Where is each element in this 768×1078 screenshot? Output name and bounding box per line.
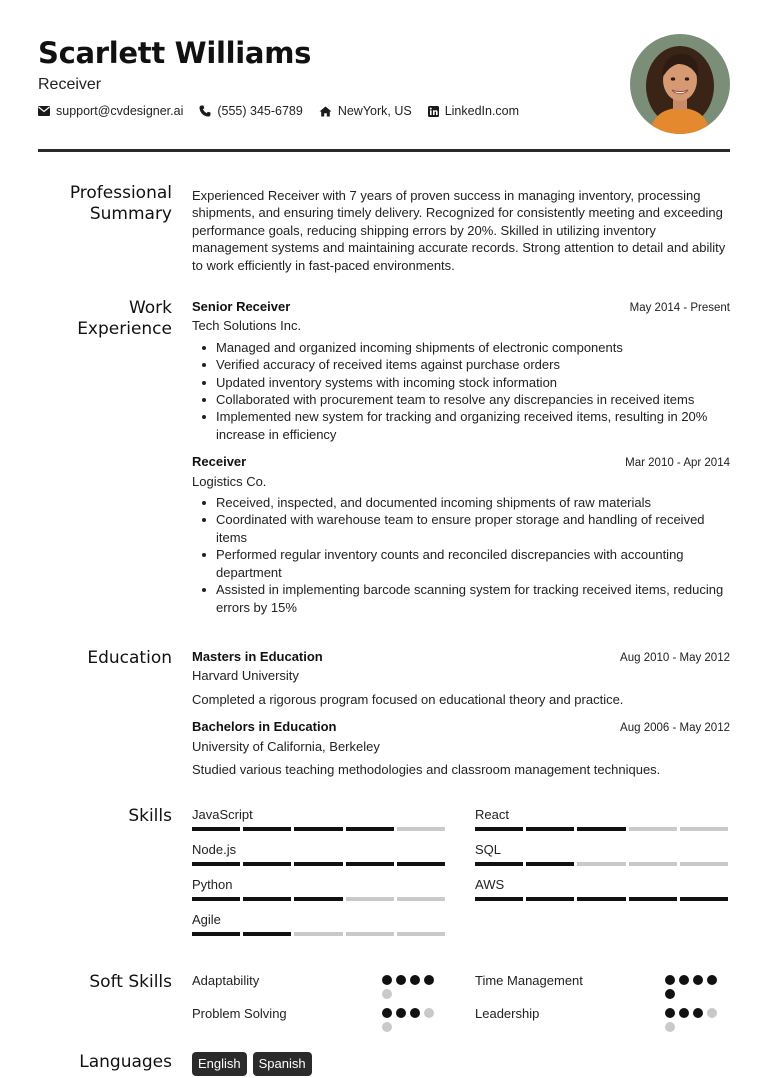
- soft-skill-name: Time Management: [475, 973, 583, 988]
- language-pills: [192, 1052, 730, 1076]
- skill-level-segment: [294, 862, 342, 866]
- summary-text: Experienced Receiver with 7 years of proven success in managing inventory, processing shipments, and ensuring timely delivery. Recognized for consistently meeting and exceeding performance goals, reducing shipping errors by 20%. Skilled in utilizing inventory management systems and maintaining accurate records. Strong attention to detail and ability to work efficiently in fast-paced environments.: [192, 188, 726, 273]
- contact-phone[interactable]: [199, 104, 302, 118]
- rating-dot: [424, 1008, 434, 1018]
- skill-name: Python: [192, 877, 233, 892]
- school-name: University of California, Berkeley: [192, 738, 380, 754]
- skill-level-segment: [243, 827, 291, 831]
- skill-name: Node.js: [192, 842, 237, 857]
- soft-skills-heading: Soft Skills: [89, 972, 172, 992]
- job-bullet: Managed and organized incoming shipments of electronic components: [192, 339, 730, 356]
- job-bullet: Implemented new system for tracking and organizing received items, resulting in 20% increase in efficiency: [192, 408, 730, 443]
- skill-level-segment: [346, 862, 394, 866]
- contact-linkedin[interactable]: [428, 104, 519, 118]
- job-bullet: Verified accuracy of received items against purchase orders: [192, 356, 730, 373]
- skill-level-segment: [397, 827, 445, 831]
- skill-level-segment: [294, 897, 342, 901]
- experience-list: [192, 298, 730, 616]
- summary-section: [38, 183, 730, 278]
- languages-heading: Languages: [79, 1052, 172, 1072]
- experience-heading-line1: Work: [128, 298, 172, 318]
- home-icon: [319, 106, 332, 117]
- experience-heading-line2: Experience: [77, 319, 172, 339]
- rating-dot: [665, 1022, 675, 1032]
- skill-level-segment: [680, 897, 728, 901]
- education-heading: Education: [87, 648, 172, 668]
- soft-skill-item: [475, 1005, 728, 1038]
- skill-name: SQL: [475, 842, 502, 857]
- job-bullet: Performed regular inventory counts and reconciled discrepancies with accounting department: [192, 546, 730, 581]
- skill-level-segment: [526, 897, 574, 901]
- education-header: [192, 718, 730, 737]
- skill-level-segment: [243, 932, 291, 936]
- skill-level-segment: [192, 827, 240, 831]
- phone-icon: [199, 105, 211, 117]
- envelope-icon: [38, 106, 50, 116]
- skill-level-segment: [346, 897, 394, 901]
- education-section: [38, 648, 730, 778]
- soft-skill-name: Adaptability: [192, 973, 260, 988]
- profile-photo: [630, 34, 730, 134]
- job-title: Receiver: [192, 454, 247, 470]
- skill-level-segment: [294, 827, 342, 831]
- skill-level-segment: [577, 862, 625, 866]
- job-bullets: [192, 339, 730, 443]
- experience-heading: [38, 298, 172, 340]
- rating-dot: [679, 975, 689, 985]
- soft-skill-item: [475, 972, 728, 1005]
- education-desc: Studied various teaching methodologies and classroom management techniques.: [192, 762, 661, 778]
- rating-dot: [410, 1008, 420, 1018]
- job-entry: [192, 298, 730, 443]
- skill-level-segment: [629, 897, 677, 901]
- skill-level-segment: [397, 897, 445, 901]
- job-entry: [192, 453, 730, 616]
- resume-header: [38, 36, 730, 151]
- skills-grid: [192, 806, 730, 936]
- rating-dot: [424, 975, 434, 985]
- contact-email[interactable]: [38, 104, 183, 118]
- skill-name: Agile: [192, 912, 221, 927]
- job-bullet: Updated inventory systems with incoming stock information: [192, 374, 730, 391]
- degree-title: Masters in Education: [192, 649, 323, 664]
- skill-level-bar: [475, 862, 728, 866]
- skill-level-segment: [577, 897, 625, 901]
- job-title: Senior Receiver: [192, 299, 291, 314]
- skill-level-bar: [192, 862, 445, 866]
- language-pill: English: [192, 1052, 247, 1076]
- summary-heading-line1: Professional: [69, 183, 172, 203]
- job-company: Logistics Co.: [192, 473, 267, 489]
- location-text: NewYork, US: [337, 104, 412, 118]
- skill-name: React: [475, 807, 509, 822]
- job-header: [192, 298, 730, 317]
- skills-heading: Skills: [128, 806, 172, 826]
- education-entry: [192, 718, 730, 778]
- skill-item: [475, 876, 728, 901]
- rating-dot: [693, 975, 703, 985]
- skill-level-segment: [680, 827, 728, 831]
- skill-level-segment: [397, 862, 445, 866]
- education-header: [192, 648, 730, 667]
- skill-level-segment: [629, 827, 677, 831]
- soft-skill-name: Problem Solving: [192, 1006, 287, 1021]
- email-text: support@cvdesigner.ai: [56, 104, 184, 118]
- skill-level-segment: [346, 827, 394, 831]
- languages-section: [38, 1052, 730, 1077]
- phone-text: (555) 345-6789: [217, 104, 303, 118]
- summary-heading-line2: Summary: [89, 204, 172, 224]
- linkedin-text: LinkedIn.com: [444, 104, 520, 118]
- rating-dot: [679, 1008, 689, 1018]
- skill-level-segment: [475, 827, 523, 831]
- skill-level-segment: [294, 932, 342, 936]
- skill-level-segment: [526, 827, 574, 831]
- rating-dot: [382, 975, 392, 985]
- skill-item: [475, 806, 728, 831]
- skill-level-segment: [346, 932, 394, 936]
- skill-level-segment: [192, 932, 240, 936]
- skill-item: [192, 876, 445, 901]
- rating-dot: [665, 989, 675, 999]
- skill-name: JavaScript: [192, 807, 253, 822]
- skill-item: [192, 841, 445, 866]
- skills-list: [192, 806, 730, 936]
- experience-section: [38, 298, 730, 618]
- job-bullet: Assisted in implementing barcode scanning system for tracking received items, reducing errors by 15%: [192, 581, 730, 616]
- candidate-role: Receiver: [38, 76, 102, 93]
- skill-level-segment: [475, 897, 523, 901]
- skill-level-segment: [192, 862, 240, 866]
- rating-dot: [665, 1008, 675, 1018]
- job-bullet: Received, inspected, and documented incoming shipments of raw materials: [192, 494, 730, 511]
- skill-item: [192, 806, 445, 831]
- skill-item: [192, 911, 445, 936]
- soft-skills-list: [192, 972, 730, 1038]
- job-bullets: [192, 494, 730, 616]
- rating-dot: [382, 989, 392, 999]
- soft-skill-rating: [382, 975, 438, 999]
- rating-dot: [396, 1008, 406, 1018]
- rating-dot: [693, 1008, 703, 1018]
- soft-skill-item: [192, 1005, 445, 1038]
- skill-level-bar: [192, 827, 445, 831]
- skill-level-bar: [475, 897, 728, 901]
- skill-level-segment: [629, 862, 677, 866]
- job-bullet: Collaborated with procurement team to resolve any discrepancies in received items: [192, 391, 730, 408]
- summary-heading: [38, 183, 172, 225]
- skill-level-segment: [577, 827, 625, 831]
- job-bullet: Coordinated with warehouse team to ensure proper storage and handling of received items: [192, 511, 730, 546]
- linkedin-icon: [428, 106, 439, 117]
- soft-skill-item: [192, 972, 445, 1005]
- job-company: Tech Solutions Inc.: [192, 318, 302, 334]
- skill-level-bar: [192, 897, 445, 901]
- skill-level-bar: [475, 827, 728, 831]
- soft-skills-section: [38, 972, 730, 1042]
- education-desc: Completed a rigorous program focused on educational theory and practice.: [192, 691, 624, 707]
- contact-row: [38, 104, 730, 118]
- school-name: Harvard University: [192, 668, 299, 684]
- education-list: [192, 648, 730, 778]
- candidate-name: Scarlett Williams: [38, 36, 312, 70]
- education-dates: Aug 2010 - May 2012: [620, 652, 730, 664]
- job-header: [192, 453, 730, 472]
- degree-title: Bachelors in Education: [192, 719, 337, 735]
- skill-level-segment: [526, 862, 574, 866]
- skill-level-segment: [475, 862, 523, 866]
- rating-dot: [382, 1008, 392, 1018]
- soft-skill-rating: [382, 1008, 438, 1032]
- skill-name: AWS: [475, 877, 505, 892]
- skill-level-segment: [243, 862, 291, 866]
- rating-dot: [382, 1022, 392, 1032]
- header-divider: [38, 149, 730, 152]
- soft-skills-grid: [192, 972, 730, 1038]
- rating-dot: [707, 1008, 717, 1018]
- skill-item: [475, 841, 728, 866]
- skill-level-segment: [192, 897, 240, 901]
- education-entry: [192, 648, 730, 708]
- languages-list: [192, 1052, 730, 1076]
- job-dates: Mar 2010 - Apr 2014: [625, 457, 730, 470]
- rating-dot: [707, 975, 717, 985]
- soft-skill-rating: [665, 1008, 721, 1032]
- soft-skill-rating: [665, 975, 721, 999]
- skill-level-bar: [192, 932, 445, 936]
- skill-level-segment: [397, 932, 445, 936]
- job-dates: May 2014 - Present: [629, 302, 730, 314]
- rating-dot: [396, 975, 406, 985]
- skills-section: [38, 806, 730, 951]
- rating-dot: [410, 975, 420, 985]
- rating-dot: [665, 975, 675, 985]
- language-pill: Spanish: [253, 1052, 312, 1076]
- skill-level-segment: [680, 862, 728, 866]
- contact-location: [319, 104, 412, 118]
- education-dates: Aug 2006 - May 2012: [620, 722, 730, 735]
- skill-level-segment: [243, 897, 291, 901]
- soft-skill-name: Leadership: [475, 1006, 540, 1021]
